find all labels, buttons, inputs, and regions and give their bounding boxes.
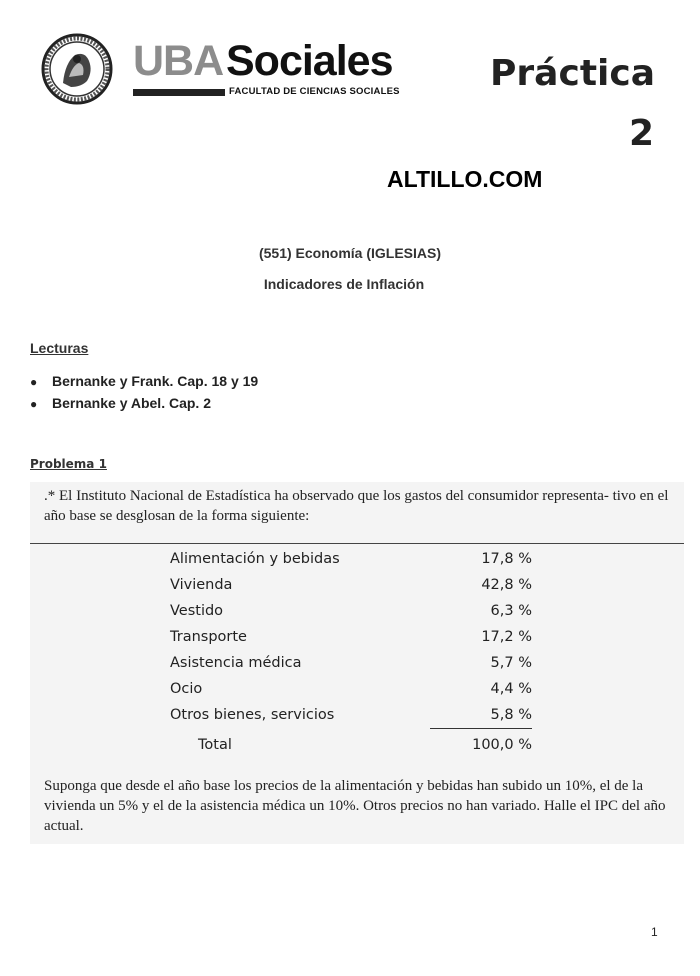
- row-label: Otros bienes, servicios: [170, 707, 335, 724]
- table-row: [170, 546, 532, 572]
- practica-number: 2: [628, 113, 654, 154]
- row-label: Transporte: [170, 629, 247, 645]
- table-row: [170, 650, 532, 676]
- table-row: [170, 624, 532, 650]
- lectura-text: Bernanke y Frank. Cap. 18 y 19: [52, 373, 259, 389]
- row-value: 17,2 %: [481, 629, 532, 645]
- row-label: Vivienda: [170, 577, 233, 593]
- row-value: 5,7 %: [490, 655, 532, 671]
- row-value: 17,8 %: [481, 551, 532, 567]
- row-label: Asistencia médica: [170, 655, 302, 671]
- bullet-icon: ●: [30, 397, 38, 411]
- lecturas-heading: Lecturas: [30, 340, 89, 356]
- row-value: 5,8 %: [430, 702, 532, 729]
- row-label: Vestido: [170, 603, 224, 619]
- table-row: [170, 598, 532, 624]
- logo-subtitle: FACULTAD DE CIENCIAS SOCIALES: [229, 86, 400, 97]
- list-item: [30, 370, 258, 392]
- logo-sociales-text: Sociales: [226, 37, 393, 85]
- bullet-icon: ●: [30, 375, 38, 389]
- table-row: [170, 676, 532, 702]
- topic-title: Indicadores de Inflación: [263, 276, 425, 292]
- problem-intro: .* El Instituto Nacional de Estadística ha observado que los gastos del consumidor representa- tivo en el año base se desglosan de la forma siguiente:: [44, 488, 669, 524]
- row-label: Ocio: [170, 681, 203, 697]
- row-value: 6,3 %: [490, 603, 532, 619]
- university-seal-logo: [41, 33, 113, 105]
- problem-scan-block: [30, 482, 684, 844]
- row-value: 4,4 %: [490, 681, 532, 697]
- total-row: [170, 729, 532, 762]
- course-title: (551) Economía (IGLESIAS): [258, 245, 442, 261]
- practica-title: Práctica: [490, 53, 655, 94]
- expenses-table: [170, 546, 532, 761]
- problema-heading: Problema 1: [30, 457, 107, 471]
- table-row: [170, 702, 532, 729]
- row-value: 42,8 %: [481, 577, 532, 593]
- uba-sociales-logo: [133, 37, 400, 100]
- total-label: Total: [198, 736, 232, 753]
- divider: [30, 543, 684, 544]
- total-value: 100,0 %: [472, 737, 532, 753]
- problem-question: Suponga que desde el año base los precios de la alimentación y bebidas han subido un 10%, el de la vivienda un 5% y el de la asistencia médica un 10%. Otros precios no han variado. Halle el IPC del año actual.: [44, 778, 666, 834]
- lectura-text: Bernanke y Abel. Cap. 2: [52, 395, 211, 411]
- row-label: Alimentación y bebidas: [170, 551, 340, 567]
- table-row: [170, 572, 532, 598]
- list-item: [30, 392, 258, 414]
- page-number: 1: [651, 925, 658, 939]
- logo-uba-text: UBA: [133, 37, 224, 85]
- logo-bar: [133, 89, 225, 96]
- watermark-text: ALTILLO.COM: [387, 166, 543, 192]
- lecturas-list: [30, 370, 258, 414]
